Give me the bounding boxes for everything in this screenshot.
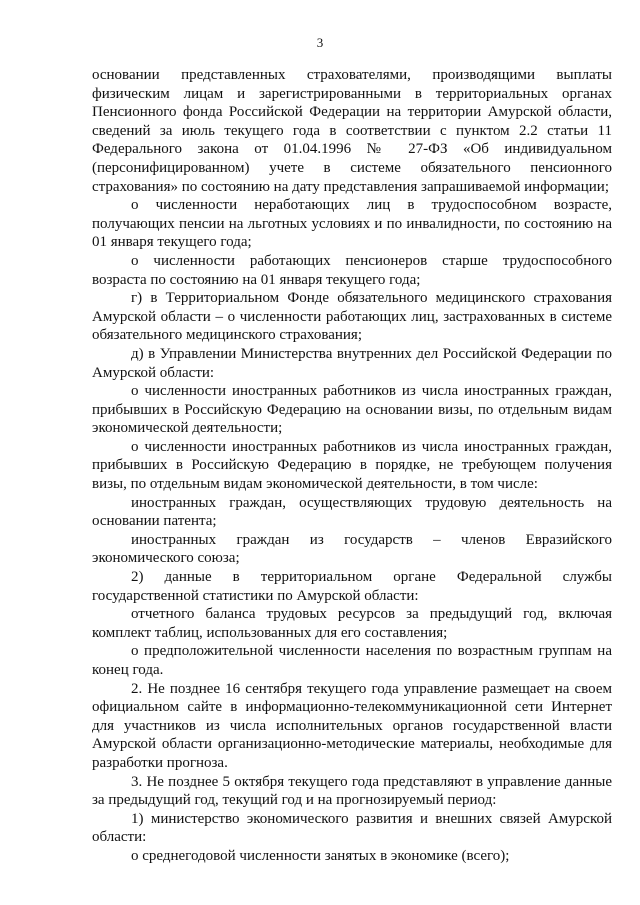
paragraph-ministry-economic-development: 1) министерство экономического развития и внешних связей Амурской области: bbox=[92, 810, 612, 846]
page-number: 3 bbox=[316, 35, 324, 50]
paragraph-nonworking-persons: о численности неработающих лиц в трудоспособном возрасте, получающих пенсии на льготных условиях и по инвалидности, по состоянию на 01 января текущего года; bbox=[92, 197, 612, 251]
paragraph-population-estimate: о предположительной численности населения по возрастным группам на конец года. bbox=[92, 643, 612, 678]
paragraph-section-2: 2. Не позднее 16 сентября текущего года управление размещает на своем официальном сайте в информационно-телекоммуникационной сети Интернет для участников из числа исполнительных органов государственной власти Амурской области организационно-методические материалы, необходимые для разработки прогноза. bbox=[92, 680, 612, 771]
paragraph-foreign-workers-visa-free: о численности иностранных работников из числа иностранных граждан, прибывших в Российскую Федерацию в порядке, не требующем получения визы, по отдельным видам экономической деятельности, в том числе: bbox=[92, 438, 612, 493]
paragraph-item-d: д) в Управлении Министерства внутренних дел Российской Федерации по Амурской области: bbox=[92, 345, 612, 381]
paragraph-working-pensioners: о численности работающих пенсионеров старше трудоспособного возраста по состоянию на 01 января текущего года; bbox=[92, 252, 612, 288]
paragraph-labor-balance: отчетного баланса трудовых ресурсов за предыдущий год, включая комплект таблиц, использованных для его составления; bbox=[92, 606, 612, 641]
paragraph-item-2-statistics: 2) данные в территориальном органе Федеральной службы государственной статистики по Амурской области: bbox=[92, 569, 612, 604]
paragraph-eaeu-citizens: иностранных граждан из государств – членов Евразийского экономического союза; bbox=[92, 531, 612, 567]
paragraph-average-employment: о среднегодовой численности занятых в экономике (всего); bbox=[131, 847, 510, 864]
document-body bbox=[92, 66, 612, 866]
paragraph-patent-holders: иностранных граждан, осуществляющих трудовую деятельность на основании патента; bbox=[92, 494, 612, 530]
paragraph-item-g: г) в Территориальном Фонде обязательного медицинского страхования Амурской области – о численности работающих лиц, застрахованных в системе обязательного медицинского страхования; bbox=[92, 290, 612, 344]
paragraph-foreign-workers-visa: о численности иностранных работников из числа иностранных граждан, прибывших в Российскую Федерацию на основании визы, по отдельным видам экономической деятельности; bbox=[92, 383, 612, 437]
paragraph-section-3: 3. Не позднее 5 октября текущего года представляют в управление данные за предыдущий год, текущий год и на прогнозируемый период: bbox=[92, 773, 612, 809]
paragraph-continuation: основании представленных страхователями, производящими выплаты физическим лицам и зарегистрированными в территориальных органах Пенсионного фонда Российской Федерации на территории Амурской области, сведений за июль текущего года в соответствии с пунктом 2.2 статьи 11 Федерального закона от 01.04.1996 № 27-ФЗ «Об индивидуальном (персонифицированном) учете в системе обязательного пенсионного страхования» по состоянию на дату представления запрашиваемой информации; bbox=[92, 67, 612, 195]
